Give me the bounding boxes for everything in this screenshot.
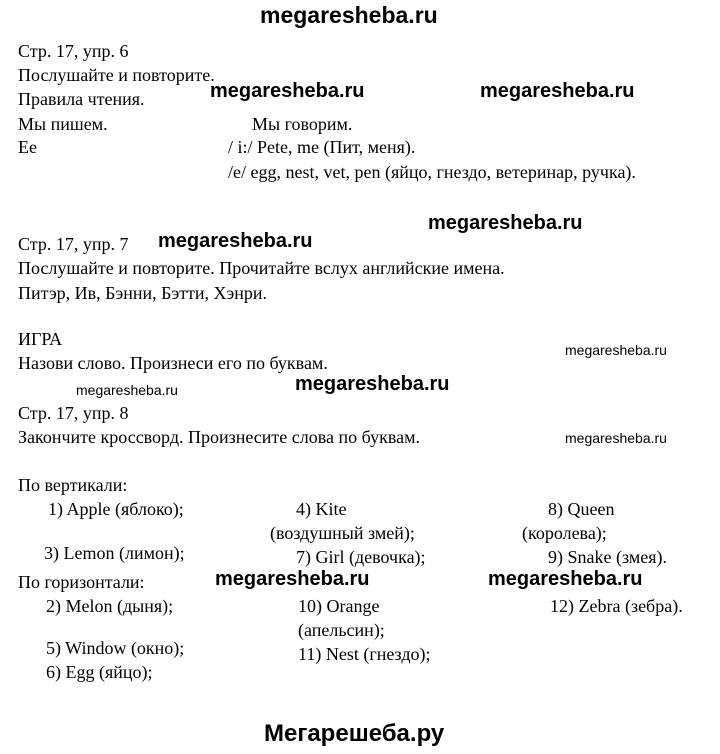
- ex8-horizontal-label: По горизонтали:: [18, 572, 145, 592]
- ex8-h2: 2) Melon (дыня);: [46, 596, 174, 616]
- ex8-v4b: (воздушный змей);: [270, 523, 415, 543]
- ex6-col-say: Мы говорим.: [252, 114, 353, 134]
- ex8-v3: 3) Lemon (лимон);: [44, 543, 185, 563]
- watermark: megaresheba.ru: [428, 212, 583, 234]
- ex6-col-write: Мы пишем.: [18, 114, 108, 134]
- watermark: megaresheba.ru: [295, 373, 450, 395]
- ex8-v1: 1) Apple (яблоко);: [48, 499, 184, 519]
- watermark: megaresheba.ru: [565, 430, 667, 446]
- ex8-heading: Стр. 17, упр. 8: [18, 403, 129, 423]
- ex8-v8: 8) Queen: [548, 499, 615, 519]
- ex7-instruction: Послушайте и повторите. Прочитайте вслух английские имена.: [18, 258, 505, 278]
- ex8-h10: 10) Orange: [298, 596, 380, 616]
- footer-title: Мегарешеба.ру: [264, 720, 445, 747]
- watermark: megaresheba.ru: [215, 568, 370, 590]
- header-watermark: megaresheba.ru: [260, 2, 438, 28]
- ex6-heading: Стр. 17, упр. 6: [18, 41, 129, 61]
- ex8-instruction: Закончите кроссворд. Произнесите слова по буквам.: [18, 427, 420, 447]
- ex8-h12: 12) Zebra (зебра).: [550, 596, 683, 616]
- ex6-letter: Ee: [18, 137, 37, 157]
- watermark: megaresheba.ru: [76, 382, 178, 398]
- game-title: ИГРА: [18, 329, 63, 349]
- watermark: megaresheba.ru: [210, 80, 365, 102]
- ex8-h11: 11) Nest (гнездо);: [298, 644, 431, 664]
- ex8-h6: 6) Egg (яйцо);: [46, 662, 153, 682]
- ex6-rules-title: Правила чтения.: [18, 89, 145, 109]
- ex8-h5: 5) Window (окно);: [46, 638, 185, 658]
- ex7-names: Питэр, Ив, Бэнни, Бэтти, Хэнри.: [18, 283, 268, 303]
- ex8-v9: 9) Snake (змея).: [548, 547, 667, 567]
- ex8-vertical-label: По вертикали:: [18, 475, 128, 495]
- ex8-v8b: (королева);: [522, 523, 607, 543]
- ex6-instruction: Послушайте и повторите.: [18, 65, 215, 85]
- game-instruction: Назови слово. Произнеси его по буквам.: [18, 353, 328, 373]
- watermark: megaresheba.ru: [480, 80, 635, 102]
- ex6-row2: /e/ egg, nest, vet, pen (яйцо, гнездо, ветеринар, ручка).: [228, 162, 636, 182]
- ex8-h10b: (апельсин);: [298, 620, 385, 640]
- watermark: megaresheba.ru: [565, 342, 667, 358]
- watermark: megaresheba.ru: [488, 568, 643, 590]
- ex8-v7: 7) Girl (девочка);: [296, 547, 426, 567]
- ex8-v4: 4) Kite: [296, 499, 347, 519]
- ex6-row1: / i:/ Pete, me (Пит, меня).: [228, 137, 416, 157]
- watermark: megaresheba.ru: [158, 230, 313, 252]
- ex7-heading: Стр. 17, упр. 7: [18, 234, 129, 254]
